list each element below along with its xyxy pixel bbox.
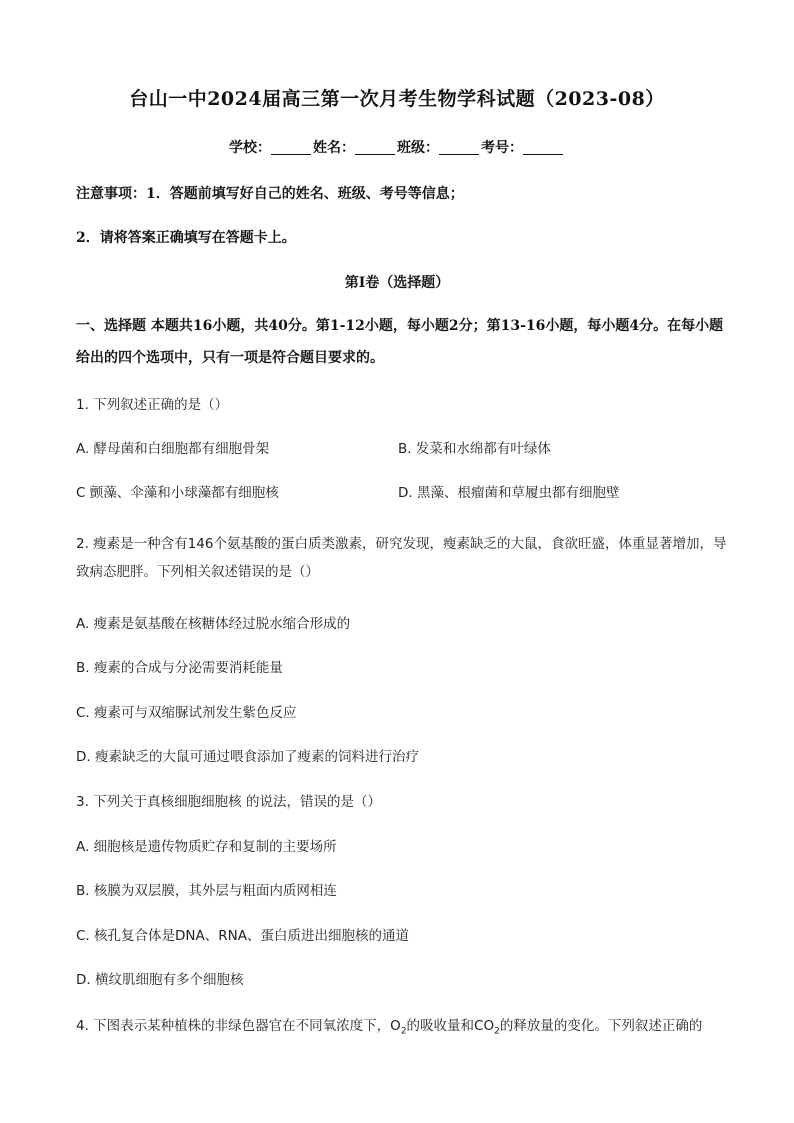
section-title: 第Ⅰ卷（选择题） [344,275,450,291]
name-blank [355,140,395,155]
q4-stem-part3: 的释放量的变化。下列叙述正确的 [499,1018,703,1034]
name-label: 姓名： [313,140,355,156]
exam-title: 台山一中2024届高三第一次月考生物学科试题（2023-08） [129,88,665,110]
exam-number-label: 考号： [481,140,523,156]
q3-option-c: C. 核孔复合体是DNA、RNA、蛋白质进出细胞核的通道 [76,928,409,944]
q2-option-c: C. 瘦素可与双缩脲试剂发生紫色反应 [76,705,297,721]
q2-stem: 2. 瘦素是一种含有146个氨基酸的蛋白质类激素，研究发现，瘦素缺乏的大鼠，食欲旺盛，体重显著增加，导致病态肥胖。下列相关叙述错误的是（） [76,536,727,580]
q4-subscript-2: 2 [494,1026,500,1037]
school-label: 学校： [229,140,271,156]
section-instruction: 一、选择题 本题共16小题，共40分。第1-12小题，每小题2分；第13-16小题，每小题4分。在每小题给出的四个选项中，只有一项是符合题目要求的。 [76,318,724,366]
q2-option-b: B. 瘦素的合成与分泌需要消耗能量 [76,660,283,676]
q1-option-d: D. 黑藻、根瘤菌和草履虫都有细胞壁 [398,485,620,501]
q4-stem-part1: 4. 下图表示某种植株的非绿色器官在不同氧浓度下，O [76,1018,401,1034]
student-info-row [0,137,794,157]
q1-option-b: B. 发菜和水绵都有叶绿体 [398,441,551,457]
q4-stem [76,1014,702,1037]
notice-2: 2．请将答案正确填写在答题卡上。 [76,230,296,246]
class-label: 班级： [397,140,439,156]
q4-stem-part2: 的吸收量和CO [406,1018,495,1034]
q1-option-a: A. 酵母菌和白细胞都有细胞骨架 [76,441,270,457]
q1-stem: 1. 下列叙述正确的是（） [76,397,229,413]
notice-1: 注意事项：1．答题前填写好自己的姓名、班级、考号等信息； [76,186,464,202]
q1-option-c: C 颤藻、伞藻和小球藻都有细胞核 [76,485,279,501]
q3-option-a: A. 细胞核是遗传物质贮存和复制的主要场所 [76,839,337,855]
class-blank [439,140,479,155]
q4-subscript-1: 2 [400,1026,407,1037]
q2-option-a: A. 瘦素是氨基酸在核糖体经过脱水缩合形成的 [76,616,351,632]
q3-option-d: D. 横纹肌细胞有多个细胞核 [76,972,244,988]
q2-option-d: D. 瘦素缺乏的大鼠可通过喂食添加了瘦素的饲料进行治疗 [76,749,419,765]
q3-option-b: B. 核膜为双层膜，其外层与粗面内质网相连 [76,883,337,899]
school-blank [271,140,311,155]
q3-stem: 3. 下列关于真核细胞细胞核 的说法，错误的是（） [76,794,381,810]
exam-number-blank [523,140,563,155]
